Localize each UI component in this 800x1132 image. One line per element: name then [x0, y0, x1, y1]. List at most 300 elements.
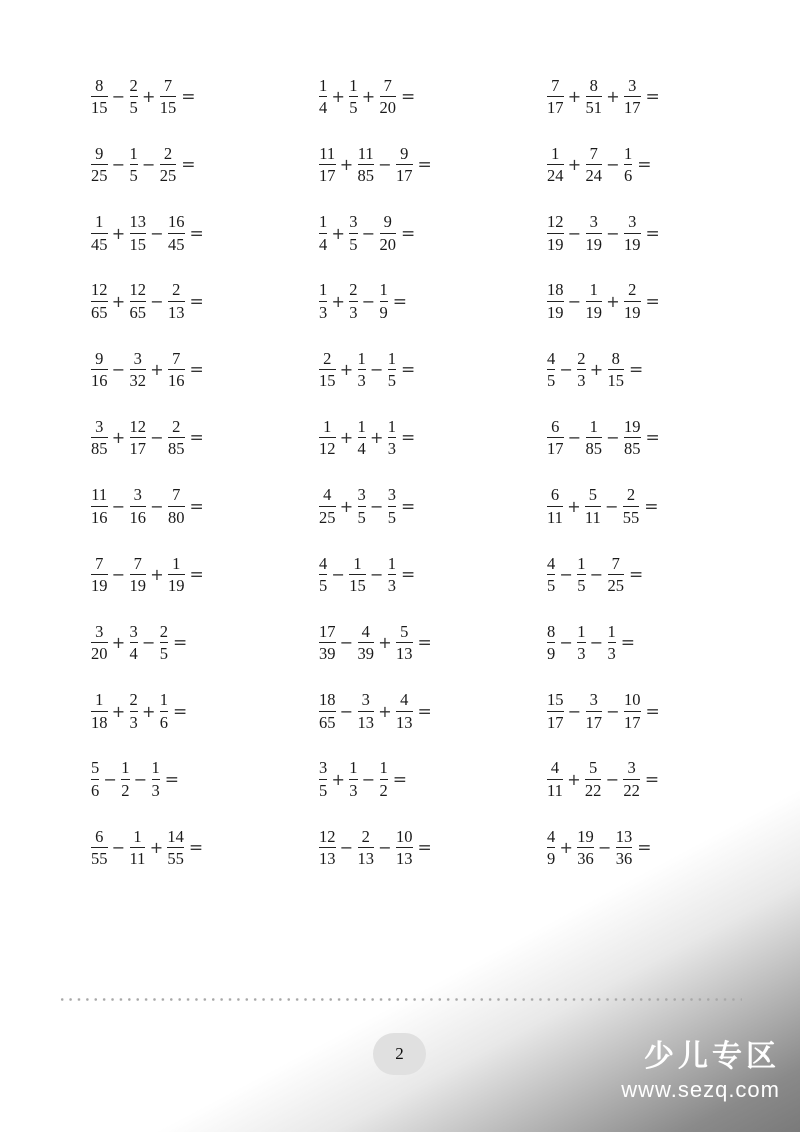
numerator: 6: [550, 485, 560, 505]
denominator: 19: [91, 576, 108, 596]
numerator: 7: [383, 75, 392, 95]
denominator: 15: [607, 371, 624, 391]
equals-sign: =: [417, 838, 432, 859]
numerator: 1: [159, 690, 168, 710]
fraction: [90, 826, 109, 869]
numerator: 5: [400, 621, 409, 641]
operator: +: [150, 565, 164, 585]
numerator: 1: [387, 348, 396, 368]
denominator: 5: [159, 644, 168, 664]
operator: +: [111, 291, 126, 311]
operator: −: [370, 360, 384, 380]
operator: +: [111, 223, 126, 243]
numerator: 3: [95, 416, 104, 436]
fraction: [607, 621, 617, 664]
denominator: 65: [91, 302, 108, 322]
fraction: [395, 621, 414, 664]
numerator: 8: [589, 75, 598, 95]
fraction: [151, 760, 161, 799]
numerator: 4: [547, 826, 556, 846]
equals-sign: =: [620, 633, 635, 654]
fraction: [615, 826, 634, 869]
numerator: 1: [319, 212, 328, 232]
fraction: [159, 692, 169, 731]
denominator: 20: [91, 644, 108, 664]
operator: +: [331, 87, 345, 106]
equals-sign: =: [645, 701, 660, 722]
fraction: [357, 348, 367, 391]
equals-sign: =: [401, 87, 416, 107]
equals-sign: =: [189, 496, 204, 517]
numerator: 7: [551, 75, 560, 95]
problem-item: [318, 72, 546, 122]
fraction: [576, 348, 586, 391]
fraction: [129, 75, 139, 117]
equals-sign: =: [401, 428, 416, 449]
numerator: 6: [551, 416, 560, 436]
fraction: [623, 692, 642, 731]
numerator: 2: [172, 280, 181, 300]
denominator: 2: [379, 780, 388, 800]
fraction: [318, 143, 337, 186]
denominator: 13: [396, 644, 413, 664]
equals-sign: =: [401, 565, 416, 586]
fraction: [167, 416, 186, 459]
operator: −: [589, 633, 604, 653]
denominator: 17: [319, 166, 336, 186]
operator: +: [378, 701, 392, 721]
equals-sign: =: [417, 701, 432, 722]
equals-sign: =: [401, 360, 416, 381]
operator: −: [378, 155, 392, 175]
fraction: [167, 214, 186, 253]
operator: +: [111, 428, 126, 448]
equals-sign: =: [645, 223, 660, 244]
denominator: 9: [547, 849, 556, 869]
fraction: [387, 553, 397, 596]
numerator: 3: [361, 690, 370, 710]
denominator: 5: [577, 576, 586, 596]
numerator: 12: [129, 280, 146, 300]
operator: −: [567, 223, 582, 243]
equals-sign: =: [645, 291, 660, 312]
denominator: 6: [159, 712, 168, 732]
fraction: [623, 282, 642, 321]
fraction: [623, 75, 642, 117]
operator: +: [606, 291, 620, 311]
denominator: 16: [91, 507, 108, 527]
numerator: 1: [551, 143, 560, 163]
denominator: 55: [622, 507, 640, 527]
fraction: [348, 553, 367, 596]
numerator: 1: [577, 553, 586, 573]
numerator: 13: [615, 826, 633, 846]
equals-sign: =: [189, 291, 204, 312]
equals-sign: =: [629, 565, 644, 586]
operator: −: [111, 360, 126, 380]
denominator: 13: [168, 302, 185, 322]
numerator: 3: [95, 621, 104, 641]
numerator: 2: [577, 348, 586, 368]
denominator: 17: [624, 712, 641, 732]
denominator: 17: [585, 712, 602, 732]
fraction: [576, 621, 586, 664]
denominator: 22: [584, 780, 602, 800]
denominator: 11: [547, 507, 563, 527]
page-number-badge: [373, 1033, 426, 1075]
operator: −: [605, 769, 620, 789]
operator: −: [559, 565, 573, 585]
numerator: 9: [95, 143, 104, 163]
problem-item: [546, 482, 774, 532]
fraction: [90, 143, 109, 186]
numerator: 7: [95, 553, 104, 573]
operator: −: [606, 701, 620, 721]
numerator: 1: [357, 348, 366, 368]
fraction: [129, 621, 139, 664]
numerator: 2: [163, 143, 173, 163]
problem-item: [546, 72, 774, 122]
problem-item: [546, 823, 774, 873]
numerator: 1: [607, 621, 616, 641]
denominator: 15: [319, 371, 336, 391]
page-number: 2: [395, 1044, 404, 1063]
equals-sign: =: [644, 769, 660, 790]
denominator: 45: [168, 234, 185, 254]
numerator: 1: [357, 416, 366, 436]
denominator: 16: [91, 371, 108, 391]
fraction: [395, 143, 414, 186]
numerator: 5: [589, 758, 598, 778]
fraction: [357, 487, 367, 526]
operator: +: [567, 496, 581, 516]
equals-sign: =: [164, 769, 179, 790]
operator: +: [378, 633, 392, 653]
fraction: [357, 143, 376, 186]
numerator: 1: [121, 758, 130, 778]
fraction: [90, 621, 109, 664]
numerator: 7: [589, 143, 598, 163]
fraction: [90, 214, 109, 253]
operator: +: [606, 87, 620, 106]
problem-item: [318, 413, 546, 463]
numerator: 4: [323, 485, 332, 505]
numerator: 1: [349, 758, 358, 778]
equals-sign: =: [189, 428, 204, 449]
denominator: 5: [129, 98, 138, 117]
denominator: 3: [319, 302, 328, 322]
numerator: 11: [91, 485, 108, 505]
denominator: 5: [319, 576, 328, 596]
fraction: [546, 348, 556, 391]
denominator: 17: [547, 712, 564, 732]
equals-sign: =: [173, 633, 188, 654]
problem-grid: [90, 72, 774, 892]
equals-sign: =: [189, 223, 204, 244]
fraction: [546, 621, 556, 664]
fraction: [318, 282, 328, 321]
fraction: [387, 487, 397, 526]
problem-item: [90, 755, 318, 805]
numerator: 3: [628, 75, 637, 95]
fraction: [623, 214, 642, 253]
numerator: 1: [133, 826, 142, 846]
fraction: [357, 826, 376, 869]
operator: −: [559, 360, 573, 380]
equals-sign: =: [417, 633, 432, 654]
denominator: 5: [319, 780, 328, 800]
denominator: 3: [387, 439, 396, 459]
numerator: 12: [129, 416, 146, 436]
operator: −: [370, 565, 384, 585]
operator: +: [142, 87, 156, 106]
numerator: 3: [628, 212, 637, 232]
denominator: 6: [91, 780, 100, 800]
denominator: 24: [547, 166, 564, 186]
operator: −: [559, 633, 573, 653]
problem-item: [318, 277, 546, 327]
fraction: [318, 416, 337, 459]
numerator: 8: [611, 348, 620, 368]
denominator: 5: [349, 234, 358, 254]
problem-item: [90, 72, 318, 122]
fraction: [585, 416, 604, 459]
numerator: 7: [163, 75, 173, 95]
denominator: 85: [357, 166, 374, 186]
equals-sign: =: [637, 838, 652, 859]
numerator: 19: [577, 826, 594, 846]
fraction: [90, 553, 109, 596]
problem-item: [546, 140, 774, 190]
denominator: 36: [615, 849, 633, 869]
fraction: [622, 760, 641, 799]
numerator: 19: [624, 416, 641, 436]
equals-sign: =: [173, 701, 188, 722]
problem-item: [90, 618, 318, 668]
problem-item: [90, 550, 318, 600]
denominator: 4: [129, 644, 138, 664]
denominator: 5: [547, 576, 556, 596]
problem-item: [546, 209, 774, 259]
operator: −: [339, 701, 354, 721]
problem-item: [318, 550, 546, 600]
denominator: 25: [159, 166, 177, 186]
fraction: [90, 416, 109, 459]
equals-sign: =: [645, 428, 660, 449]
problem-item: [318, 687, 546, 737]
operator: −: [361, 769, 376, 789]
numerator: 4: [547, 553, 556, 573]
problem-item: [90, 687, 318, 737]
fraction: [129, 826, 147, 869]
numerator: 10: [396, 826, 413, 846]
equals-sign: =: [392, 291, 407, 312]
fraction: [379, 214, 398, 253]
denominator: 17: [129, 439, 146, 459]
operator: −: [150, 496, 164, 516]
problem-item: [546, 687, 774, 737]
numerator: 13: [129, 212, 146, 232]
denominator: 24: [585, 166, 602, 186]
operator: −: [111, 838, 126, 858]
denominator: 39: [357, 644, 374, 664]
denominator: 19: [585, 234, 602, 254]
operator: −: [150, 223, 164, 243]
denominator: 25: [319, 507, 336, 527]
fraction: [584, 760, 603, 799]
denominator: 9: [379, 302, 388, 322]
problem-item: [546, 755, 774, 805]
numerator: 3: [357, 485, 366, 505]
numerator: 1: [624, 143, 633, 163]
fraction: [90, 348, 109, 391]
fraction: [318, 553, 328, 596]
numerator: 18: [547, 280, 564, 300]
fraction: [584, 487, 602, 526]
equals-sign: =: [181, 155, 196, 176]
numerator: 18: [319, 690, 336, 710]
fraction: [159, 75, 178, 117]
operator: +: [339, 155, 354, 175]
problem-item: [546, 618, 774, 668]
denominator: 25: [607, 576, 624, 596]
fraction: [129, 487, 148, 526]
problem-item: [546, 550, 774, 600]
fraction: [318, 621, 337, 664]
fraction: [159, 621, 169, 664]
numerator: 4: [400, 690, 409, 710]
operator: −: [606, 155, 620, 175]
equals-sign: =: [189, 565, 204, 586]
denominator: 20: [379, 234, 396, 254]
operator: −: [567, 428, 582, 448]
fraction: [167, 553, 186, 596]
numerator: 9: [400, 143, 409, 163]
operator: −: [150, 291, 164, 311]
fraction: [387, 416, 397, 459]
operator: +: [331, 223, 345, 243]
numerator: 1: [349, 75, 358, 95]
operator: −: [133, 769, 148, 789]
fraction: [90, 75, 109, 117]
numerator: 15: [547, 690, 564, 710]
numerator: 10: [624, 690, 641, 710]
denominator: 32: [129, 371, 146, 391]
fraction: [90, 487, 109, 526]
problem-item: [90, 277, 318, 327]
equals-sign: =: [401, 223, 416, 244]
numerator: 3: [589, 212, 598, 232]
denominator: 55: [91, 849, 108, 869]
denominator: 85: [91, 439, 108, 459]
numerator: 16: [168, 212, 185, 232]
denominator: 13: [396, 712, 413, 732]
equals-sign: =: [392, 769, 407, 790]
numerator: 1: [577, 621, 586, 641]
fraction: [546, 75, 565, 117]
numerator: 2: [323, 348, 332, 368]
fraction: [129, 553, 148, 596]
denominator: 19: [624, 302, 641, 322]
denominator: 18: [91, 712, 108, 732]
denominator: 5: [387, 507, 396, 527]
fraction: [357, 621, 376, 664]
operator: +: [339, 360, 354, 380]
fraction: [357, 416, 367, 459]
denominator: 39: [319, 644, 336, 664]
operator: +: [567, 87, 582, 106]
problem-item: [318, 823, 546, 873]
problem-item: [90, 209, 318, 259]
fraction: [607, 348, 626, 391]
operator: −: [111, 155, 126, 175]
numerator: 3: [319, 758, 328, 778]
numerator: 1: [95, 690, 104, 710]
fraction: [129, 282, 148, 321]
problem-item: [90, 823, 318, 873]
numerator: 8: [547, 621, 556, 641]
denominator: 16: [129, 507, 146, 527]
numerator: 1: [95, 212, 104, 232]
operator: −: [378, 838, 392, 858]
operator: +: [150, 360, 164, 380]
fraction: [90, 760, 100, 799]
denominator: 5: [129, 166, 138, 186]
fraction: [379, 75, 398, 117]
operator: −: [111, 565, 126, 585]
fraction: [622, 487, 641, 526]
denominator: 17: [547, 439, 564, 459]
problem-item: [546, 413, 774, 463]
fraction: [348, 214, 358, 253]
numerator: 1: [387, 416, 396, 436]
numerator: 3: [387, 485, 396, 505]
operator: +: [331, 769, 345, 789]
equals-sign: =: [188, 838, 204, 859]
numerator: 5: [91, 758, 100, 778]
fraction: [129, 416, 148, 459]
numerator: 7: [172, 485, 181, 505]
denominator: 19: [585, 302, 602, 322]
numerator: 4: [319, 553, 328, 573]
denominator: 5: [357, 507, 366, 527]
fraction: [129, 214, 148, 253]
operator: +: [331, 291, 345, 311]
fraction: [546, 416, 565, 459]
fraction: [546, 282, 565, 321]
fraction: [129, 348, 148, 391]
numerator: 1: [129, 143, 138, 163]
operator: +: [111, 701, 126, 721]
fraction: [585, 692, 604, 731]
numerator: 1: [589, 280, 598, 300]
denominator: 3: [577, 371, 586, 391]
numerator: 1: [151, 758, 160, 778]
denominator: 13: [396, 849, 413, 869]
denominator: 15: [159, 98, 177, 117]
fraction: [348, 760, 358, 799]
operator: −: [142, 633, 156, 653]
numerator: 4: [550, 758, 560, 778]
denominator: 85: [168, 439, 185, 459]
equals-sign: =: [181, 87, 196, 107]
numerator: 1: [379, 758, 388, 778]
operator: +: [111, 633, 126, 653]
denominator: 19: [624, 234, 641, 254]
fraction: [576, 826, 595, 869]
operator: −: [589, 565, 604, 585]
numerator: 12: [319, 826, 336, 846]
